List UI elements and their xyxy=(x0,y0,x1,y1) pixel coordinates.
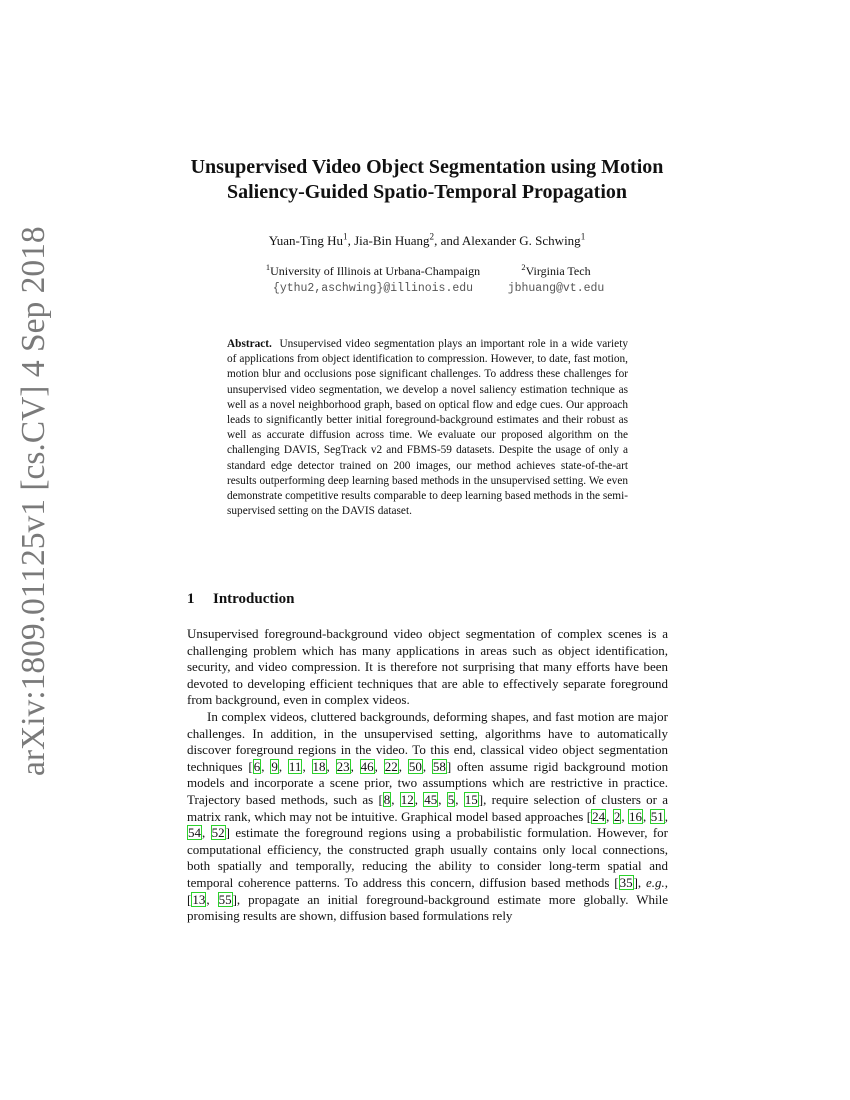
citation-link[interactable]: 46 xyxy=(360,758,374,774)
affiliation-2-sup: 2 xyxy=(521,263,526,272)
citation-link[interactable]: 23 xyxy=(336,758,350,774)
citation-link[interactable]: 16 xyxy=(629,808,643,824)
affiliation-2-email: jbhuang@vt.edu xyxy=(507,282,605,295)
intro-p2-text-3: ], require selection of clusters or a matrix rank, which may not be intuitive. Graphical model based approaches [ xyxy=(187,791,669,824)
citation-link[interactable]: 50 xyxy=(408,758,422,774)
intro-p2-text-6: , [ xyxy=(187,874,668,907)
intro-p2-eg: e.g. xyxy=(645,874,665,890)
affiliation-1 xyxy=(253,263,493,297)
citation-group-2: 8, 12, 45, 5, 15 xyxy=(383,791,478,807)
author-list xyxy=(170,232,684,250)
affiliation-1-email: {ythu2,aschwing}@illinois.edu xyxy=(272,282,474,295)
citation-link[interactable]: 35 xyxy=(619,874,633,890)
intro-paragraph-2 xyxy=(187,709,668,925)
citation-group-1: 6, 9, 11, 18, 23, 46, 22, 50, 58 xyxy=(253,758,446,774)
intro-p2-text-5: ], xyxy=(633,874,646,890)
arxiv-stamp-container xyxy=(4,226,64,780)
citation-group-5: 13, 55 xyxy=(192,891,232,907)
intro-paragraph-1: Unsupervised foreground-background video object segmentation of complex scenes is a challenging problem which has many applications in areas such as object identification, security, and video compression. It is therefore not surprising that many efforts have been devoted to developing efficient techniques that are able to effectively separate foreground from background, even in complex videos. xyxy=(187,626,668,708)
section-number: 1 xyxy=(187,591,195,607)
intro-p2-text-7: ], propagate an initial foreground-background estimate more globally. While promising results are shown, diffusion based formulations rely xyxy=(187,891,669,924)
citation-link[interactable]: 11 xyxy=(288,758,302,774)
citation-link[interactable]: 2 xyxy=(613,808,621,824)
citation-link[interactable]: 55 xyxy=(218,891,232,907)
citation-link[interactable]: 58 xyxy=(432,758,446,774)
author-sep-2: , and xyxy=(434,233,462,248)
citation-link[interactable]: 15 xyxy=(464,791,478,807)
introduction-body xyxy=(187,626,668,925)
citation-link[interactable]: 52 xyxy=(211,825,225,841)
author-2-name: Jia-Bin Huang xyxy=(354,233,430,248)
citation-link[interactable]: 51 xyxy=(650,808,664,824)
citation-link[interactable]: 45 xyxy=(424,791,438,807)
intro-p2-text-1: In complex videos, cluttered backgrounds, deforming shapes, and fast motion are major challenges. In addition, in the unsupervised setting, algorithms have to automatically discover foreground regions in the video. To this end, classical video object segmentation techniques [ xyxy=(187,708,668,774)
citation-link[interactable]: 8 xyxy=(383,791,391,807)
author-1-name: Yuan-Ting Hu xyxy=(268,233,344,248)
citation-link[interactable]: 13 xyxy=(192,891,206,907)
citation-link[interactable]: 5 xyxy=(447,791,455,807)
citation-link[interactable]: 9 xyxy=(271,758,278,774)
citation-link[interactable]: 12 xyxy=(400,791,414,807)
author-1-affil: 1 xyxy=(343,231,348,242)
citation-group-3: 24, 2, 16, 51, 54, 52 xyxy=(188,808,669,841)
abstract xyxy=(227,337,628,519)
affiliation-2-name: Virginia Tech xyxy=(525,264,591,278)
citation-link[interactable]: 6 xyxy=(253,758,261,774)
citation-link[interactable]: 22 xyxy=(384,758,398,774)
intro-p2-text-2: ] often assume rigid background motion models and incorporate a scene prior, two assumptions which are restrictive in practice. Trajectory based methods, such as [ xyxy=(187,758,669,807)
intro-p2-text-4: ] estimate the foreground regions using a probabilistic formulation. However, for computational efficiency, the constructed graph usually contains only local connections, both spatially and temporally, reducing the ability to consider long-term spatial and temporal coherence patterns. To address this concern, diffusion based methods [ xyxy=(187,825,668,890)
affiliation-1-name: University of Illinois at Urbana-Champaign xyxy=(270,264,481,278)
affiliation-1-sup: 1 xyxy=(265,263,271,272)
citation-link[interactable]: 54 xyxy=(188,825,201,841)
abstract-text: Unsupervised video segmentation plays an important role in a wide variety of applications from object identification to compression. However, to date, fast motion, motion blur and occlusions pose significant challenges. To address these challenges for unsupervised video segmentation, we develop a novel saliency estimation technique as well as a novel neighborhood graph, based on optical flow and edge cues. Our approach leads to significantly better initial foreground-background estimates and their robust as well as accurate diffusion across time. We evaluate our proposed algorithm on the challenging DAVIS, SegTrack v2 and FBMS-59 datasets. Despite the usage of only a standard edge detector trained on 200 images, our method achieves state-of-the-art results outperforming deep learning based methods in the unsupervised setting. We even demonstrate competitive results comparable to deep learning based methods in the semi-supervised setting on the DAVIS dataset. xyxy=(227,338,628,518)
section-heading-introduction xyxy=(187,590,294,608)
abstract-label: Abstract. xyxy=(227,338,272,350)
title-line-1: Unsupervised Video Object Segmentation using Motion xyxy=(190,156,664,178)
citation-link[interactable]: 18 xyxy=(312,758,326,774)
author-sep-1: , xyxy=(347,233,355,248)
author-3-name: Alexander G. Schwing xyxy=(461,233,581,248)
paper-title xyxy=(170,155,684,205)
citation-link[interactable]: 24 xyxy=(592,808,606,824)
arxiv-stamp: arXiv:1809.01125v1 [cs.CV] 4 Sep 2018 xyxy=(15,226,52,776)
section-title: Introduction xyxy=(213,591,295,607)
citation-group-4 xyxy=(619,875,634,890)
title-line-2: Saliency-Guided Spatio-Temporal Propagation xyxy=(226,181,628,203)
author-3-affil: 1 xyxy=(580,231,586,242)
author-2-affil: 2 xyxy=(429,231,435,242)
affiliation-2 xyxy=(497,263,615,297)
